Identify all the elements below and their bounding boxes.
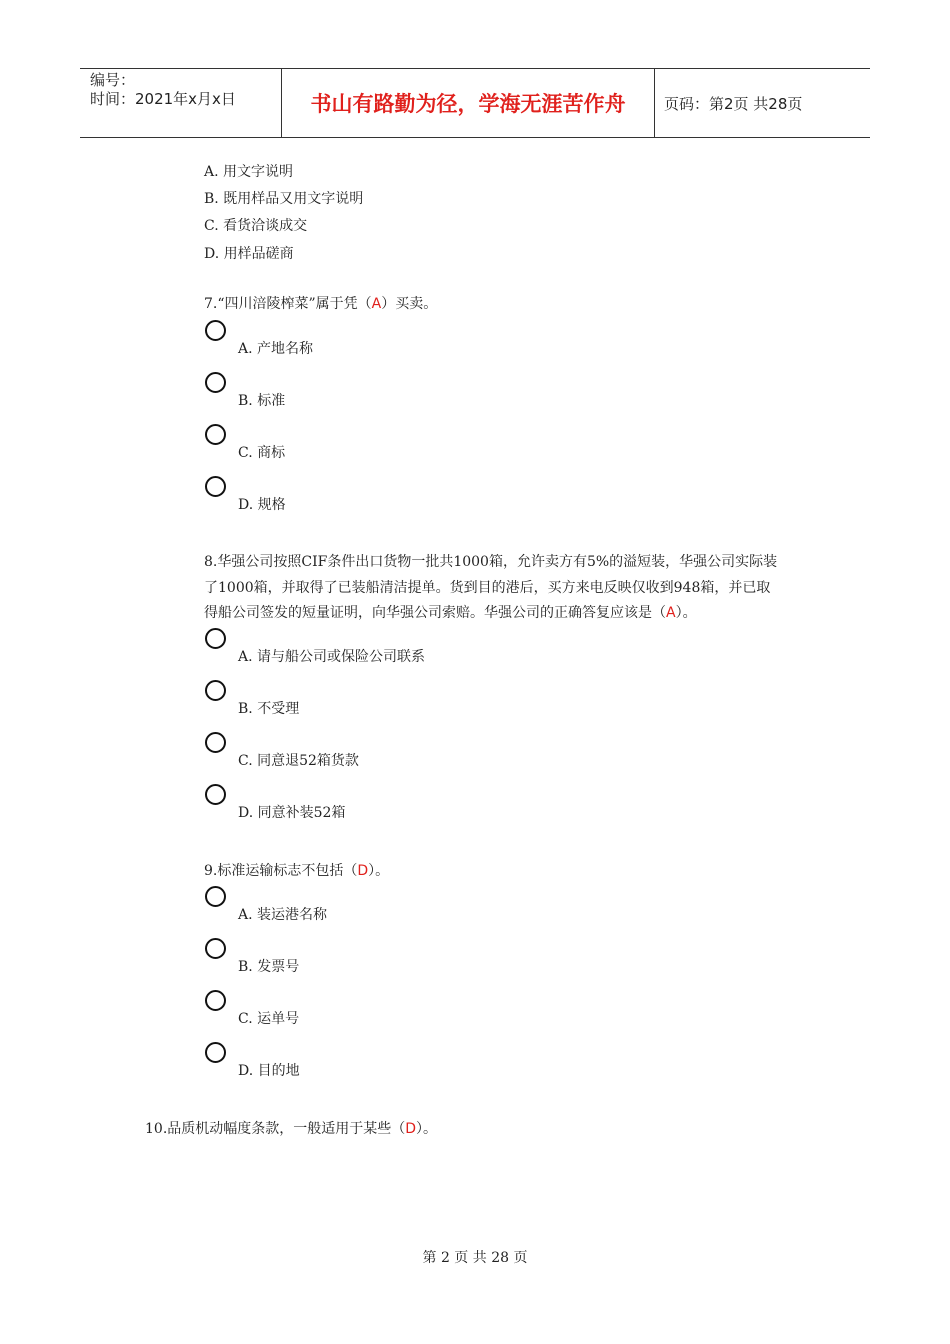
answer-mark: D	[405, 1121, 417, 1137]
radio-option-c[interactable]	[205, 732, 226, 753]
question-text: 得船公司签发的短量证明，向华强公司索赔。华强公司的正确答复应该是（	[204, 605, 666, 621]
answer-mark: A	[371, 296, 382, 312]
header-number-label: 编号：	[90, 71, 136, 89]
radio-option-d[interactable]	[205, 476, 226, 497]
prev-option: B. 既用样品又用文字说明	[204, 191, 364, 207]
radio-option-c[interactable]	[205, 990, 226, 1011]
prev-option: A. 用文字说明	[204, 164, 294, 180]
question-8-text-line	[204, 604, 697, 622]
option-label: B. 发票号	[238, 959, 300, 975]
option-label: D. 同意补装52箱	[238, 805, 346, 821]
option-label: B. 不受理	[238, 701, 300, 717]
question-text: ）买卖。	[381, 296, 438, 312]
option-label: A. 产地名称	[238, 341, 314, 357]
header-divider	[654, 69, 655, 137]
question-8-text-line: 了1000箱，并取得了已装船清洁提单。货到目的港后，买方来电反映仅收到948箱，并已取	[204, 580, 771, 596]
question-8-text-line: 8.华强公司按照CIF条件出口货物一批共1000箱，允许卖方有5%的溢短装，华强公司实际装	[204, 554, 778, 570]
question-text: 10.品质机动幅度条款，一般适用于某些（	[145, 1121, 406, 1137]
radio-option-a[interactable]	[205, 628, 226, 649]
question-7-text	[204, 295, 437, 313]
option-label: B. 标准	[238, 393, 286, 409]
radio-option-c[interactable]	[205, 424, 226, 445]
answer-mark: A	[666, 605, 676, 621]
radio-option-a[interactable]	[205, 886, 226, 907]
radio-option-b[interactable]	[205, 372, 226, 393]
radio-option-b[interactable]	[205, 680, 226, 701]
answer-mark: D	[357, 863, 369, 879]
radio-option-a[interactable]	[205, 320, 226, 341]
prev-option: C. 看货洽谈成交	[204, 218, 308, 234]
option-label: C. 同意退52箱货款	[238, 753, 359, 769]
question-text: ）。	[368, 863, 390, 879]
header-motto: 书山有路勤为径，学海无涯苦作舟	[310, 91, 626, 116]
page-footer: 第 2 页 共 28 页	[422, 1250, 528, 1266]
header-page-info: 页码：第2页 共28页	[664, 94, 803, 113]
prev-option: D. 用样品磋商	[204, 246, 294, 262]
question-text: ）。	[675, 605, 697, 621]
question-text: 9.标准运输标志不包括（	[204, 863, 358, 879]
radio-option-b[interactable]	[205, 938, 226, 959]
header-meta	[90, 71, 280, 109]
question-9-text	[204, 862, 389, 880]
question-text: 7.“四川涪陵榨菜”属于凭（	[204, 296, 372, 312]
option-label: D. 规格	[238, 497, 286, 513]
question-10-text	[145, 1120, 437, 1138]
question-text: ）。	[416, 1121, 438, 1137]
option-label: A. 装运港名称	[238, 907, 328, 923]
radio-option-d[interactable]	[205, 1042, 226, 1063]
radio-option-d[interactable]	[205, 784, 226, 805]
page-header	[80, 68, 870, 138]
header-time-label: 时间：2021年x月x日	[90, 90, 236, 108]
option-label: C. 商标	[238, 445, 286, 461]
option-label: C. 运单号	[238, 1011, 300, 1027]
option-label: A. 请与船公司或保险公司联系	[238, 649, 426, 665]
option-label: D. 目的地	[238, 1063, 300, 1079]
